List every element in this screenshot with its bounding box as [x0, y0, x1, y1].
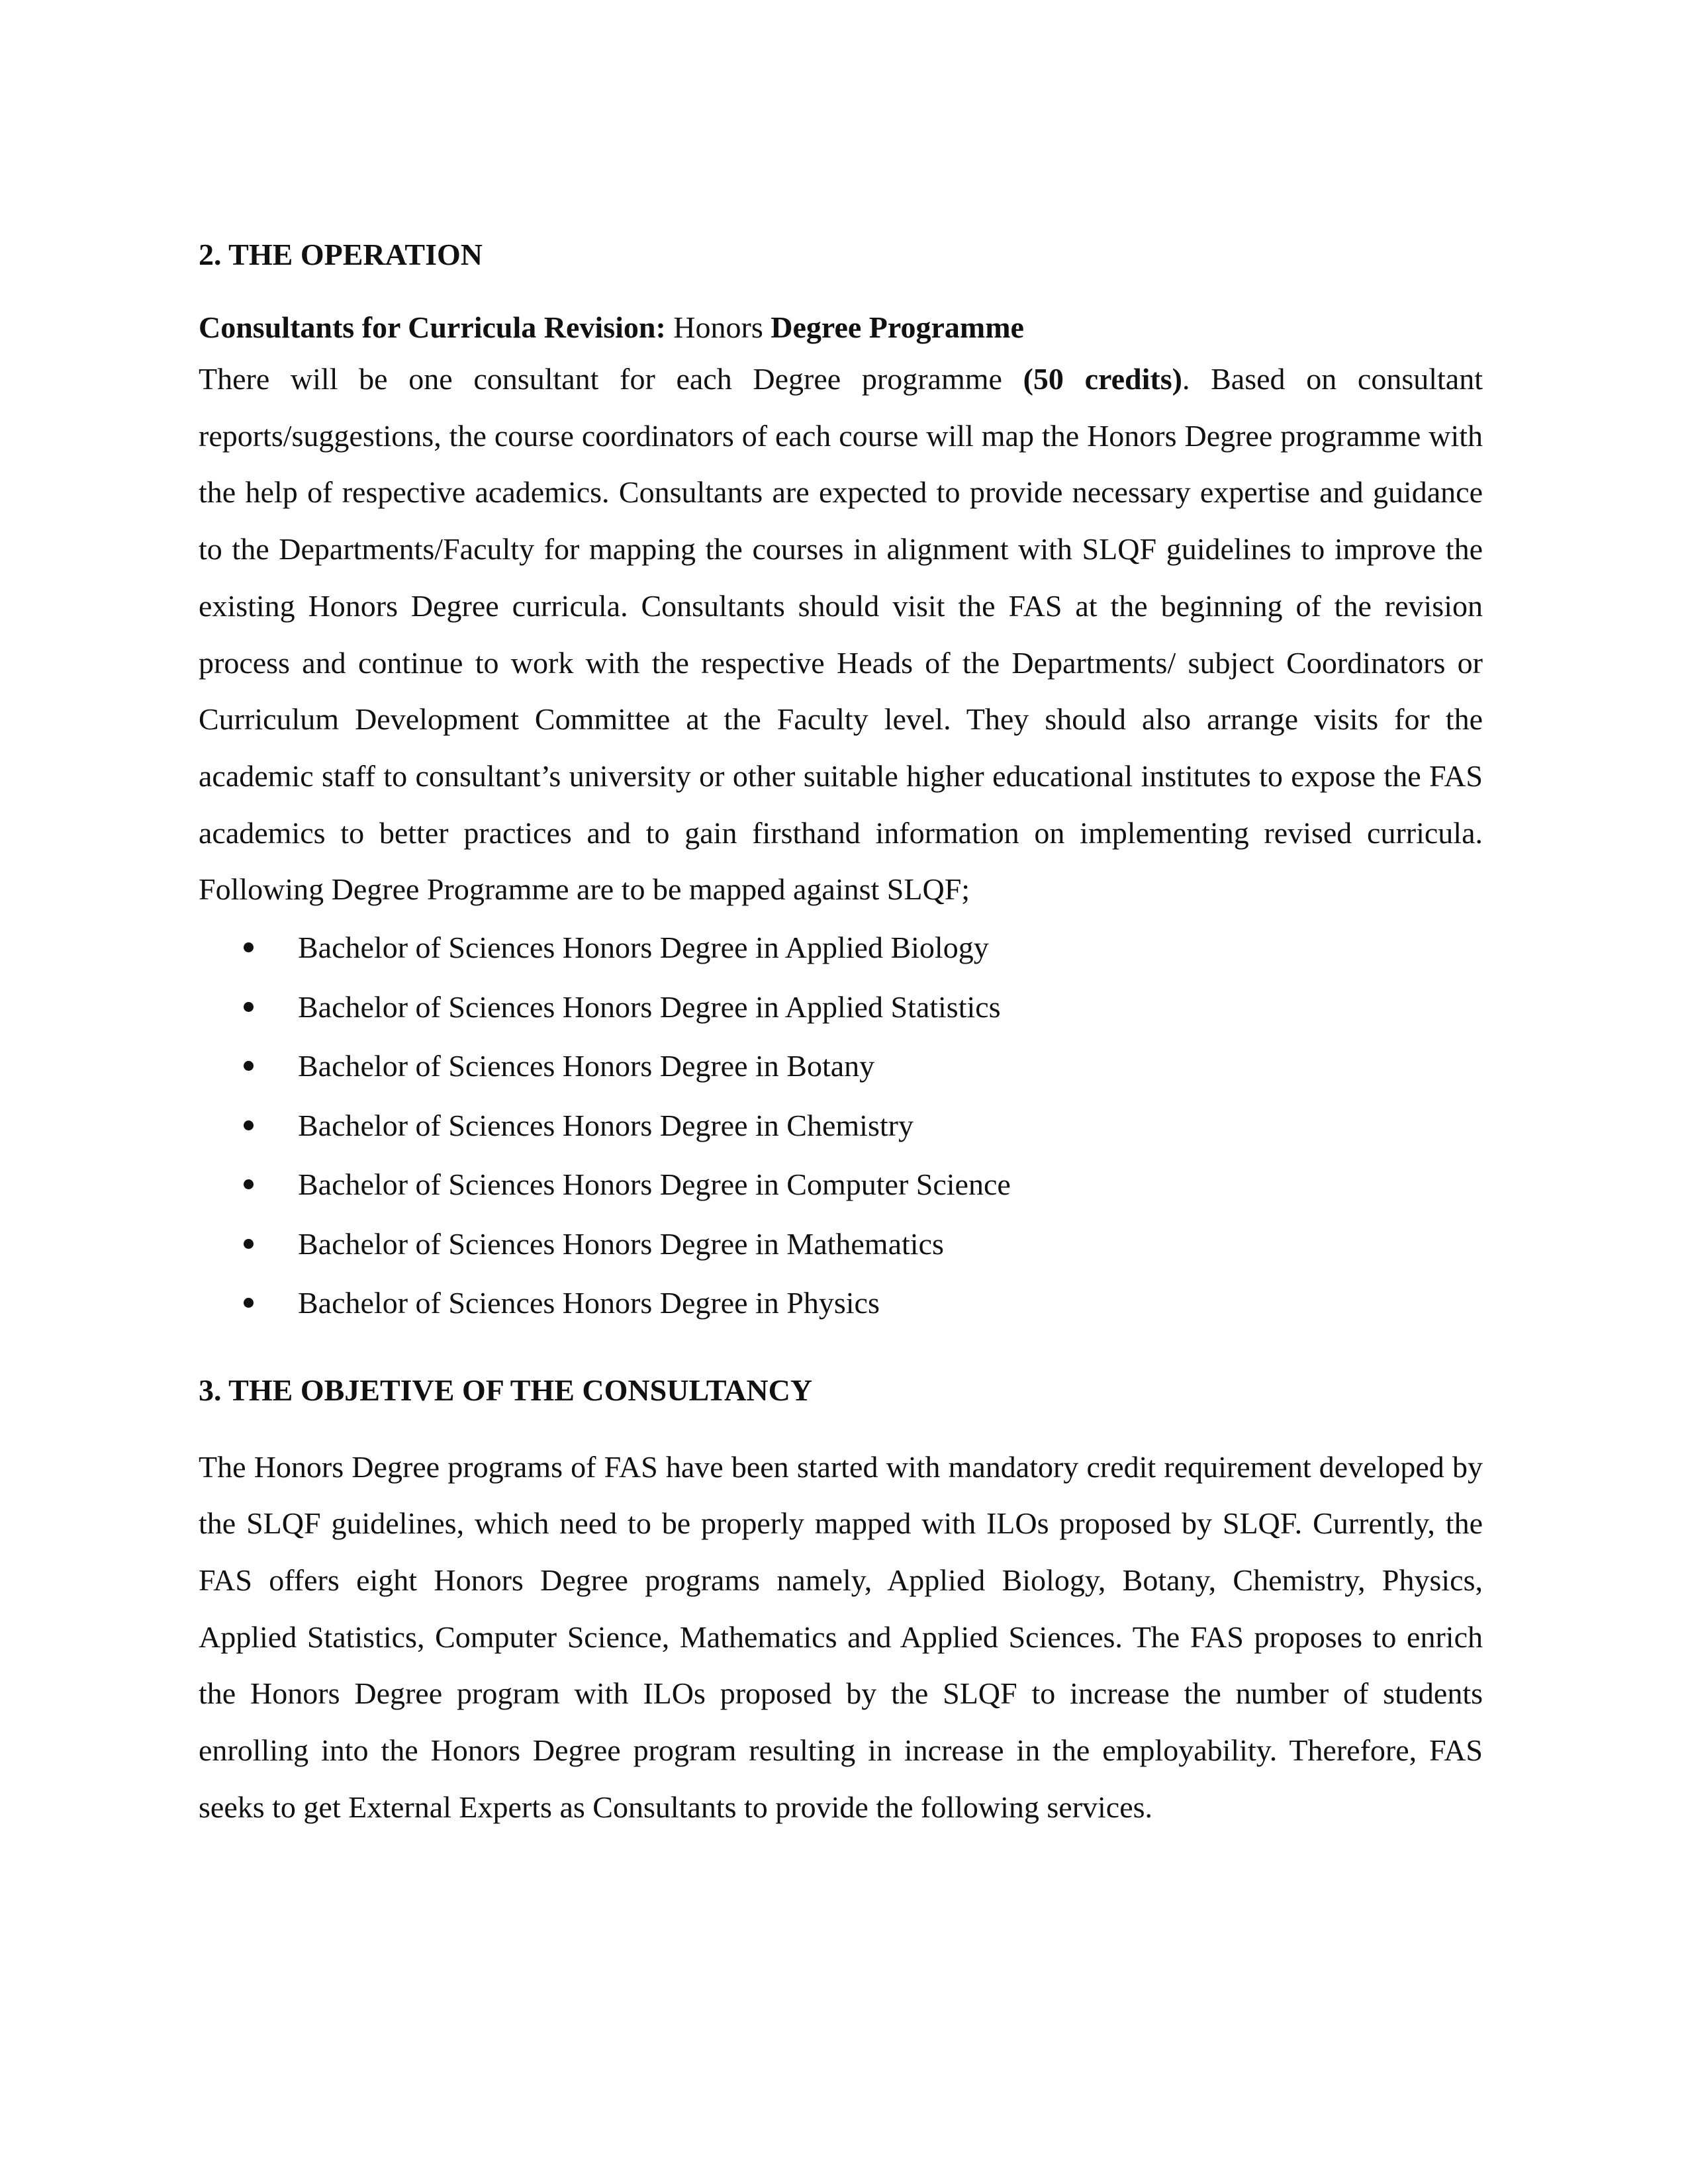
- list-item-text: Bachelor of Sciences Honors Degree in Applied Statistics: [298, 989, 1001, 1024]
- section-2-heading: 2. THE OPERATION: [199, 238, 483, 271]
- list-item: [199, 1036, 1483, 1096]
- subheading-bold-part-2: Degree Programme: [771, 310, 1024, 344]
- list-item-text: Bachelor of Sciences Honors Degree in Computer Science: [298, 1167, 1011, 1202]
- paragraph-part-2: . Based on consultant reports/suggestions, the course coordinators of each course will map the Honors Degree programme with the help of respective academics. Consultants are expected to provide necessary expertise and guidance to the Departments/Faculty for mapping the courses in alignment with SLQF guidelines to improve the existing Honors Degree curricula. Consultants should visit the FAS at the beginning of the revision process and continue to work with the respective Heads of the Departments/ subject Coordinators or Curriculum Development Committee at the Faculty level. They should also arrange visits for the academic staff to consultant’s university or other suitable higher educational institutes to expose the FAS academics to better practices and to gain firsthand information on implementing revised curricula. Following Degree Programme are to be mapped against SLQF;: [199, 362, 1483, 907]
- bullet-icon: [244, 1120, 254, 1130]
- list-item-text: Bachelor of Sciences Honors Degree in Physics: [298, 1286, 880, 1320]
- section-3-heading: 3. THE OBJETIVE OF THE CONSULTANCY: [199, 1373, 813, 1407]
- list-item: [199, 978, 1483, 1037]
- list-item-text: Bachelor of Sciences Honors Degree in Chemistry: [298, 1108, 914, 1142]
- bullet-icon: [244, 1179, 254, 1189]
- list-item-text: Bachelor of Sciences Honors Degree in Mathematics: [298, 1226, 944, 1261]
- list-item: [199, 1214, 1483, 1274]
- list-item-text: Bachelor of Sciences Honors Degree in Applied Biology: [298, 931, 989, 965]
- list-item: [199, 1155, 1483, 1214]
- document-page: [199, 232, 1483, 1835]
- list-item: [199, 1096, 1483, 1156]
- bullet-icon: [244, 942, 254, 952]
- list-item: [199, 918, 1483, 978]
- subheading-normal-part: Honors: [665, 310, 771, 344]
- list-item: [199, 1273, 1483, 1333]
- credits-note: (50 credits): [1023, 362, 1182, 396]
- section-2-paragraph: [199, 351, 1483, 918]
- paragraph-part-1: There will be one consultant for each Degree programme: [199, 362, 1023, 396]
- subheading-bold-part-1: Consultants for Curricula Revision:: [199, 310, 666, 344]
- bullet-icon: [244, 1239, 254, 1249]
- section-2-subheading: [199, 304, 1483, 351]
- bullet-icon: [244, 1061, 254, 1071]
- list-item-text: Bachelor of Sciences Honors Degree in Botany: [298, 1049, 875, 1083]
- section-3-paragraph: The Honors Degree programs of FAS have been started with mandatory credit requirement developed by the SLQF guidelines, which need to be properly mapped with ILOs proposed by SLQF. Currently, the FAS offers eight Honors Degree programs namely, Applied Biology, Botany, Chemistry, Physics, Applied Statistics, Computer Science, Mathematics and Applied Sciences. The FAS proposes to enrich the Honors Degree program with ILOs proposed by the SLQF to increase the number of students enrolling into the Honors Degree program resulting in increase in the employability. Therefore, FAS seeks to get External Experts as Consultants to provide the following services.: [199, 1449, 1483, 1824]
- degree-programme-list: [199, 918, 1483, 1333]
- bullet-icon: [244, 1002, 254, 1012]
- bullet-icon: [244, 1298, 254, 1308]
